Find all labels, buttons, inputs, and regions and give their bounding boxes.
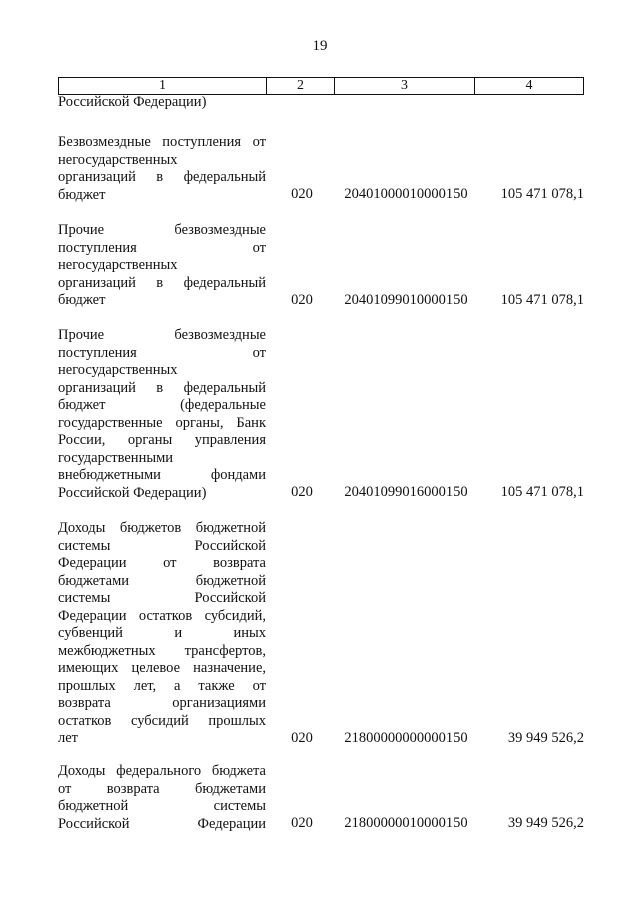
- row-code: 020: [291, 292, 313, 308]
- desc-line: системы Российской: [58, 537, 266, 554]
- row-code: 020: [291, 815, 313, 831]
- desc-line: бюджетной системы: [58, 798, 266, 814]
- row-description: [58, 327, 266, 502]
- desc-line: субвенций и иных: [58, 625, 266, 641]
- continuation-text: Российской Федерации): [58, 94, 207, 110]
- desc-line: лет: [58, 730, 79, 746]
- row-description: [58, 763, 266, 833]
- row-kbk: 21800000000000150: [344, 730, 468, 746]
- desc-line: бюджет: [58, 186, 106, 203]
- desc-line: Российской Федерации: [58, 815, 266, 832]
- page-number: 19: [312, 38, 328, 54]
- desc-line: Федерации остатков субсидий,: [58, 607, 266, 624]
- header-col-4: 4: [525, 78, 533, 93]
- desc-line: негосударственных: [58, 257, 178, 273]
- desc-line: негосударственных: [58, 151, 178, 168]
- row-amount: 39 949 526,2: [507, 815, 584, 831]
- desc-line: организаций в федеральный: [58, 274, 266, 291]
- desc-line: возврата организациями: [58, 695, 266, 711]
- row-amount: 105 471 078,1: [500, 186, 584, 202]
- row-amount: 105 471 078,1: [500, 292, 584, 308]
- desc-line: Прочие безвозмездные: [58, 327, 266, 343]
- desc-line: от возврата бюджетами: [58, 780, 266, 797]
- header-col-2: 2: [267, 78, 335, 94]
- row-kbk: 20401000010000150: [344, 186, 468, 202]
- row-code: 020: [291, 186, 313, 202]
- desc-line: бюджетами бюджетной: [58, 572, 266, 589]
- row-code: 020: [291, 730, 313, 746]
- row-code: 020: [291, 484, 313, 500]
- desc-line: поступления от: [58, 239, 266, 256]
- row-amount: 39 949 526,2: [507, 730, 584, 746]
- desc-line: организаций в федеральный: [58, 379, 266, 396]
- header-col-1: 1: [59, 78, 267, 94]
- row-description: [58, 134, 266, 204]
- desc-line: государственными: [58, 449, 174, 466]
- desc-line: Безвозмездные поступления от: [58, 134, 266, 150]
- desc-line: Доходы бюджетов бюджетной: [58, 520, 266, 536]
- desc-line: бюджет (федеральные: [58, 397, 266, 413]
- desc-line: остатков субсидий прошлых: [58, 712, 266, 729]
- header-col-3: 3: [335, 78, 475, 94]
- desc-line: прошлых лет, а также от: [58, 677, 266, 694]
- table-header: [58, 77, 584, 95]
- desc-line: организаций в федеральный: [58, 169, 266, 185]
- desc-line: Российской Федерации): [58, 484, 207, 501]
- row-amount: 105 471 078,1: [500, 484, 584, 500]
- row-kbk: 21800000010000150: [344, 815, 468, 831]
- desc-line: Доходы федерального бюджета: [58, 763, 266, 779]
- row-description: [58, 520, 266, 748]
- desc-line: межбюджетных трансфертов,: [58, 642, 266, 659]
- desc-line: внебюджетными фондами: [58, 467, 266, 483]
- desc-line: государственные органы, Банк: [58, 414, 266, 431]
- desc-line: негосударственных: [58, 362, 178, 378]
- desc-line: Федерации от возврата: [58, 555, 266, 571]
- desc-line: России, органы управления: [58, 432, 266, 448]
- desc-line: имеющих целевое назначение,: [58, 660, 266, 676]
- desc-line: бюджет: [58, 292, 106, 308]
- row-kbk: 20401099010000150: [344, 292, 468, 308]
- desc-line: поступления от: [58, 344, 266, 361]
- row-kbk: 20401099016000150: [344, 484, 468, 500]
- row-description: [58, 222, 266, 310]
- desc-line: системы Российской: [58, 590, 266, 606]
- desc-line: Прочие безвозмездные: [58, 222, 266, 238]
